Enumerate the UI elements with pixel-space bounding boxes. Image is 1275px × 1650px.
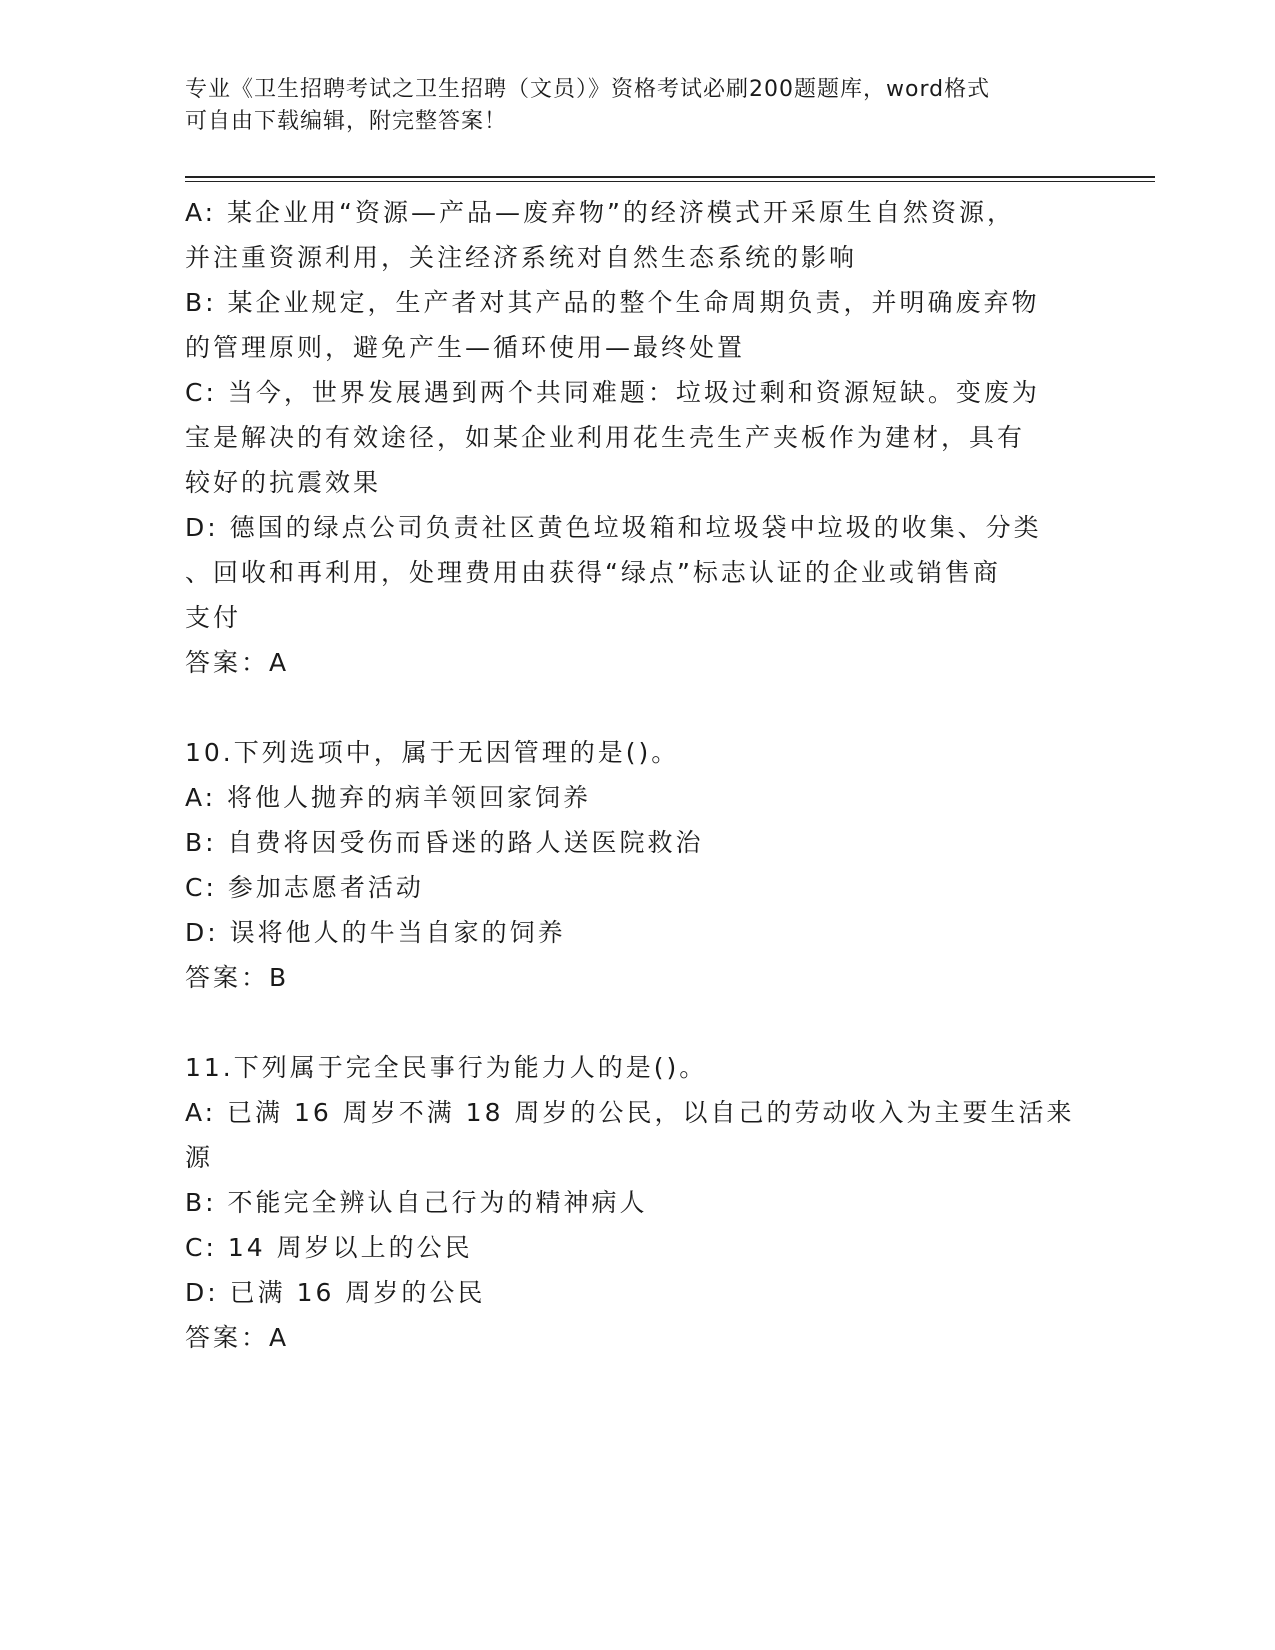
option-d: D: 误将他人的牛当自家的饲养	[185, 918, 566, 947]
option-c-line-1: C: 当今，世界发展遇到两个共同难题：垃圾过剩和资源短缺。变废为	[185, 378, 1040, 407]
option-d-line-3: 支付	[185, 603, 242, 632]
spacer	[185, 1000, 1075, 1045]
question-stem: 10.下列选项中，属于无因管理的是()。	[185, 738, 680, 767]
header-rule-thick	[185, 176, 1155, 178]
option-c: C: 14 周岁以上的公民	[185, 1233, 473, 1262]
option-a-line-2: 源	[185, 1143, 214, 1172]
option-c-line-3: 较好的抗震效果	[185, 468, 382, 497]
option-a: A: 将他人抛弃的病羊领回家饲养	[185, 783, 592, 812]
option-a-line-1: A: 某企业用“资源—产品—废弃物”的经济模式开采原生自然资源，	[185, 198, 1015, 227]
option-a-line-1: A: 已满 16 周岁不满 18 周岁的公民，以自己的劳动收入为主要生活来	[185, 1098, 1075, 1127]
document-header	[185, 74, 1085, 138]
question-content	[185, 190, 1075, 1360]
option-d-line-1: D: 德国的绿点公司负责社区黄色垃圾箱和垃圾袋中垃圾的收集、分类	[185, 513, 1042, 542]
question-stem: 11.下列属于完全民事行为能力人的是()。	[185, 1053, 708, 1082]
option-d-line-2: 、回收和再利用，处理费用由获得“绿点”标志认证的企业或销售商	[185, 558, 1001, 587]
question-11	[185, 1045, 1075, 1360]
question-10	[185, 730, 1075, 1000]
option-d: D: 已满 16 周岁的公民	[185, 1278, 486, 1307]
option-b-line-2: 的管理原则，避免产生—循环使用—最终处置	[185, 333, 746, 362]
answer-label: 答案：A	[185, 1323, 290, 1352]
header-line-1: 专业《卫生招聘考试之卫生招聘（文员）》资格考试必刷200题题库，word格式	[185, 77, 991, 102]
option-c-line-2: 宝是解决的有效途径，如某企业利用花生壳生产夹板作为建材，具有	[185, 423, 1026, 452]
header-line-2: 可自由下载编辑，附完整答案！	[185, 109, 508, 134]
question-9-options	[185, 190, 1075, 685]
option-a-line-2: 并注重资源利用，关注经济系统对自然生态系统的影响	[185, 243, 858, 272]
spacer	[185, 685, 1075, 730]
answer-label: 答案：B	[185, 963, 290, 992]
header-rule-thin	[185, 181, 1155, 182]
option-b: B: 自费将因受伤而昏迷的路人送医院救治	[185, 828, 704, 857]
option-b: B: 不能完全辨认自己行为的精神病人	[185, 1188, 648, 1217]
answer-label: 答案：A	[185, 648, 290, 677]
option-b-line-1: B: 某企业规定，生产者对其产品的整个生命周期负责，并明确废弃物	[185, 288, 1040, 317]
option-c: C: 参加志愿者活动	[185, 873, 424, 902]
